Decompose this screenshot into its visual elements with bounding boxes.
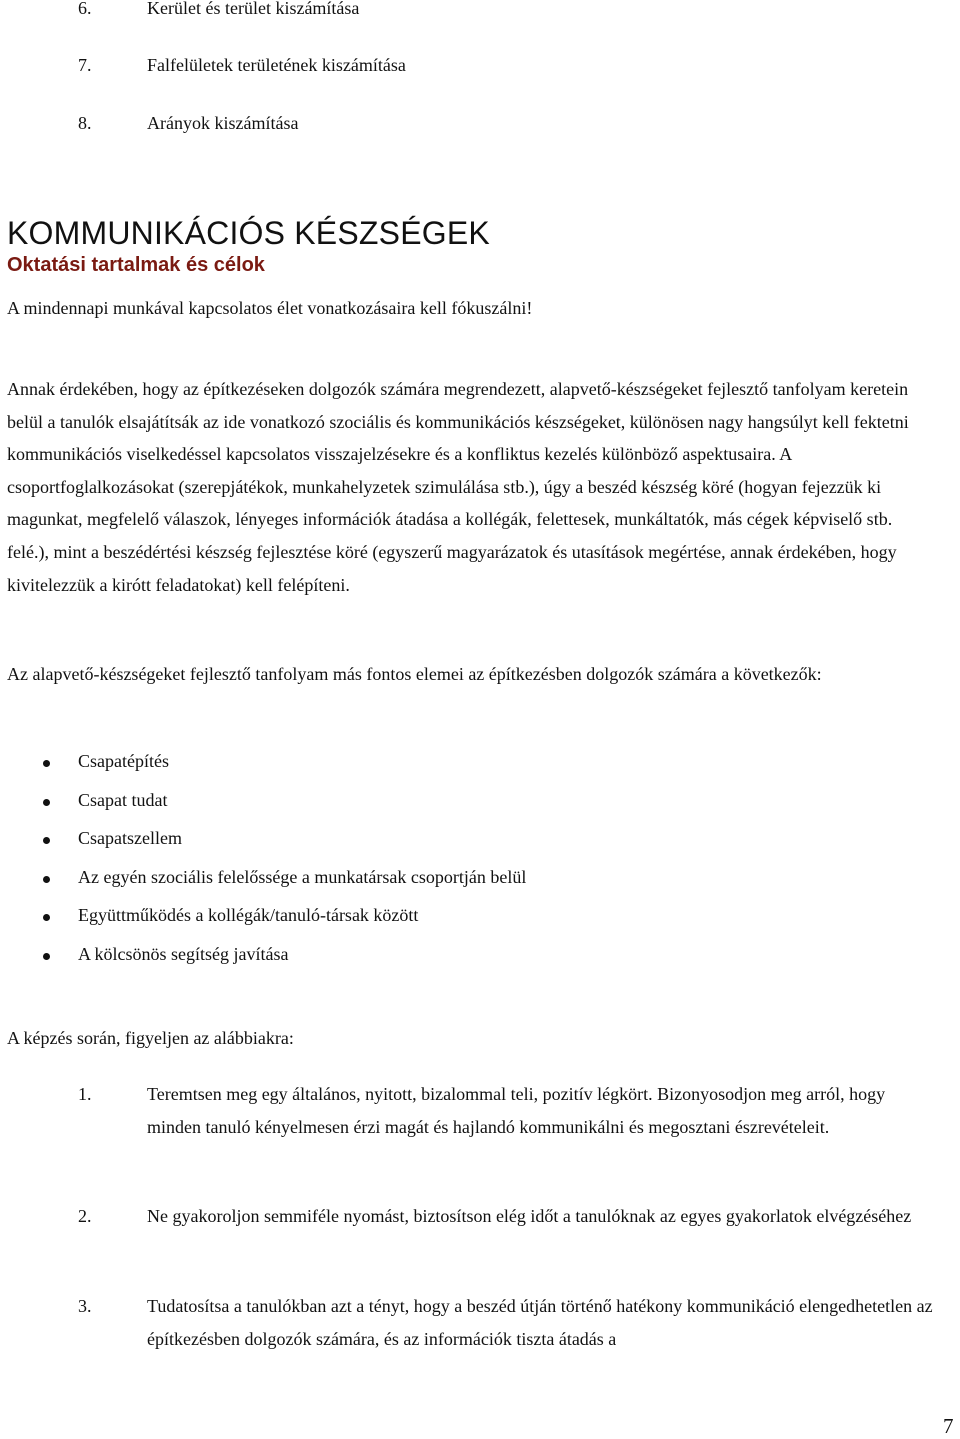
list-number: 1.: [78, 1084, 92, 1104]
bullet-text: Csapatszellem: [78, 828, 182, 848]
list-item: [0, 940, 900, 970]
list-number: 3.: [78, 1296, 92, 1316]
section-subtitle: Oktatási tartalmak és célok: [7, 254, 265, 276]
bullet-icon: [43, 914, 50, 921]
list-text: Teremtsen meg egy általános, nyitott, bizalommal teli, pozitív légkört. Bizonyosodjon meg arról, hogy minden tanuló kényelmesen érzi magát és hajlandó kommunikálni és megosztani észrevételeit.: [147, 1084, 886, 1137]
training-paragraph: A képzés során, figyeljen az alábbiakra:: [7, 1028, 294, 1048]
list-item: [0, 747, 900, 777]
bullet-icon: [43, 799, 50, 806]
list-number: 2.: [78, 1206, 92, 1226]
list-text: Falfelületek területének kiszámítása: [147, 55, 406, 75]
list-number: 7.: [78, 55, 92, 75]
bullet-icon: [43, 837, 50, 844]
list-text: Ne gyakoroljon semmiféle nyomást, biztosítson elég időt a tanulóknak az egyes gyakorlatok elvégzéséhez: [147, 1206, 912, 1226]
list-item: [0, 863, 900, 893]
list-text: Arányok kiszámítása: [147, 113, 299, 133]
main-paragraph: Annak érdekében, hogy az építkezéseken dolgozók számára megrendezett, alapvető-készségeket fejlesztő tanfolyam keretein belül a tanulók elsajátítsák az ide vonatkozó szociális és kommunikációs készségeket, különösen nagy hangsúlyt kell fektetni kommunikációs viselkedéssel kapcsolatos visszajelzésekre és a konfliktus kezelés különböző aspektusaira. A csoportfoglalkozásokat (szerepjátékok, munkahelyzetek szimulálása stb.), úgy a beszéd készség köré (hogyan fejezzük ki magunkat, megfelelő válaszok, lényeges információk átadása a kollégák, felettesek, munkáltatók, más cégek képviselő stb. felé.), mint a beszédértési készség fejlesztése köré (egyszerű magyarázatok és utasítások megértése, annak érdekében, hogy kivitelezzük a kirótt feladatokat) kell felépíteni.: [7, 379, 909, 595]
bullet-text: Csapatépítés: [78, 751, 169, 771]
bullet-text: A kölcsönös segítség javítása: [78, 943, 289, 964]
list-number: 6.: [78, 0, 92, 18]
intro-paragraph: A mindennapi munkával kapcsolatos élet vonatkozásaira kell fókuszálni!: [7, 298, 533, 318]
list-item: [0, 786, 900, 816]
page-number: 7: [943, 1414, 954, 1438]
bullet-icon: [43, 953, 50, 960]
bullet-icon: [43, 876, 50, 883]
list-number: 8.: [78, 113, 92, 133]
list-item: [0, 824, 900, 854]
list-text: Kerület és terület kiszámítása: [147, 0, 360, 18]
list-item: [0, 901, 900, 931]
bullet-text: Csapat tudat: [78, 789, 168, 810]
bullet-text: Együttműködés a kollégák/tanuló-társak között: [78, 905, 419, 925]
list-text: Tudatosítsa a tanulókban azt a tényt, hogy a beszéd útján történő hatékony kommunikáció elengedhetetlen az építkezésben dolgozók számára, és az információk tiszta átadás a: [147, 1296, 933, 1349]
section-title: KOMMUNIKÁCIÓS KÉSZSÉGEK: [7, 215, 490, 251]
elements-paragraph: Az alapvető-készségeket fejlesztő tanfolyam más fontos elemei az építkezésben dolgozók számára a következők:: [7, 664, 822, 684]
bullet-text: Az egyén szociális felelőssége a munkatársak csoportján belül: [78, 866, 527, 887]
bullet-icon: [43, 760, 50, 767]
